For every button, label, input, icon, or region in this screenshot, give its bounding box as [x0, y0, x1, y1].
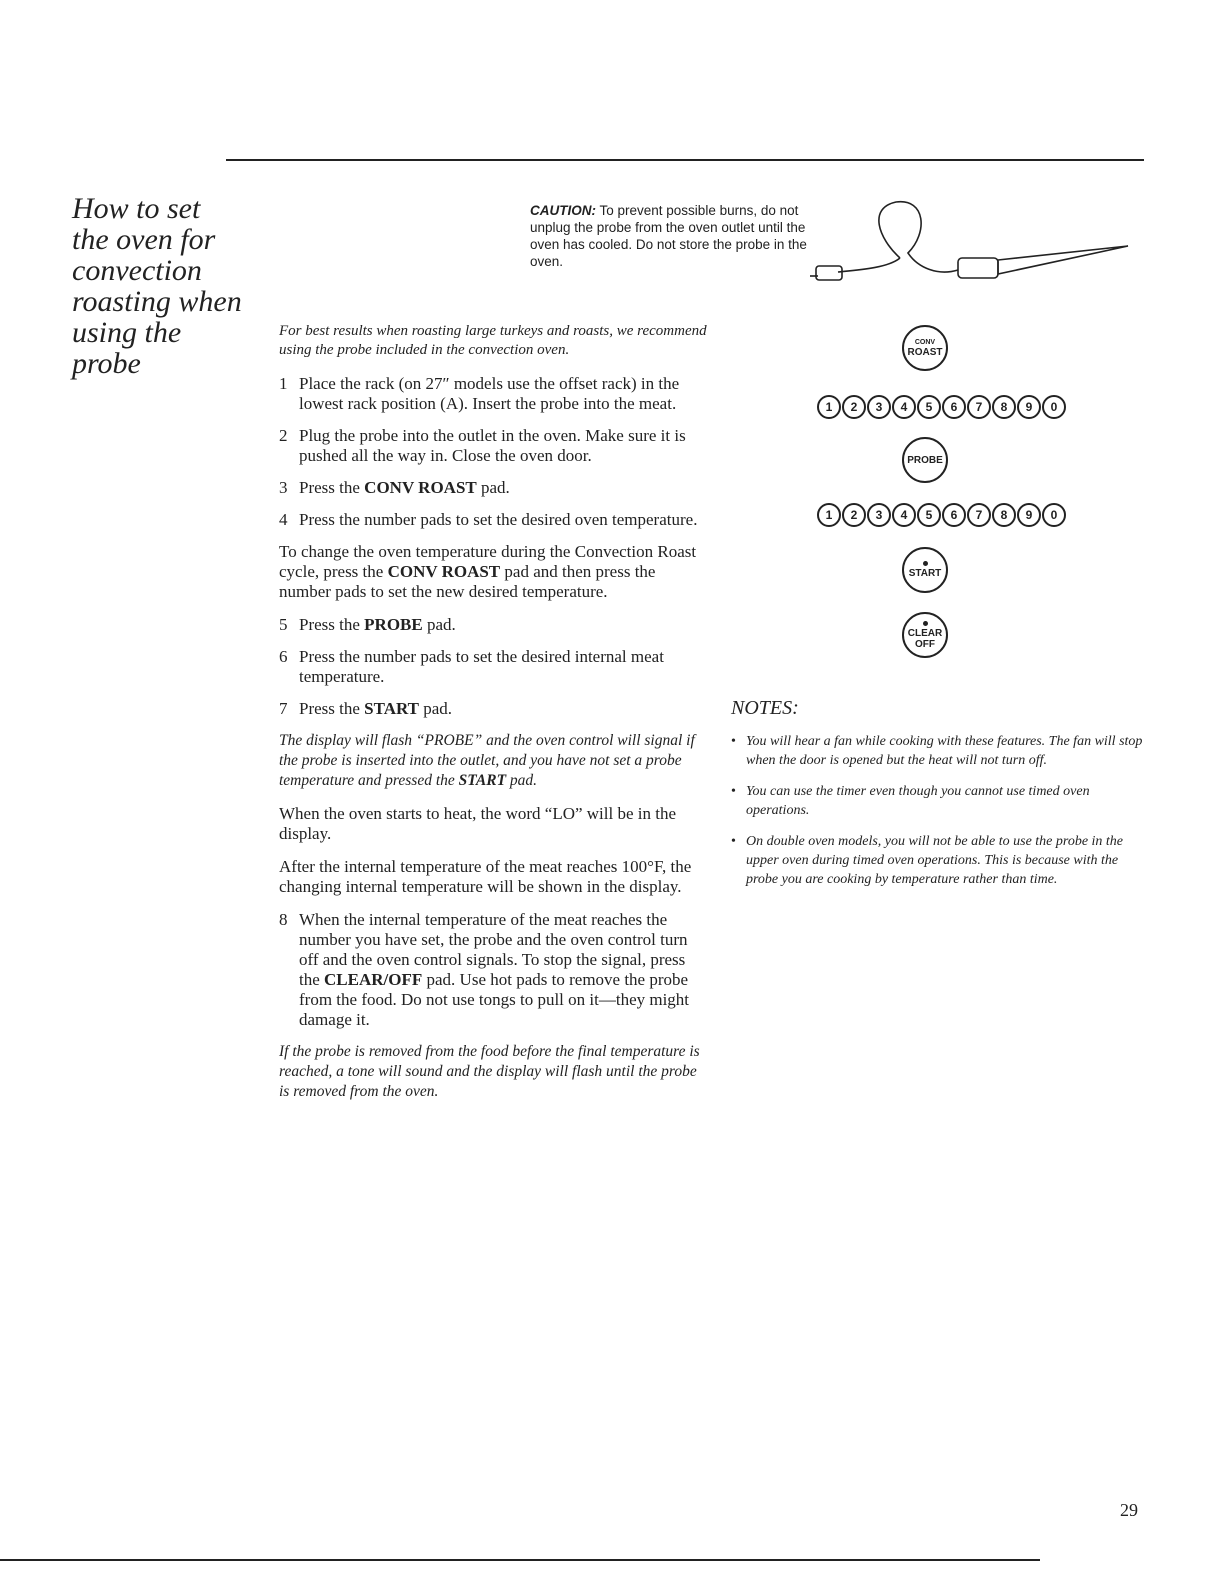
start-keyword: START: [364, 699, 419, 718]
step-number: 3: [279, 478, 288, 497]
start-pad-illus: [870, 547, 980, 593]
pad-label: CONV: [914, 338, 936, 346]
pad-label: ROAST: [907, 346, 943, 358]
final-paragraph: If the probe is removed from the food before the final temperature is reached, a tone will sound and the display will flash until the probe is removed from the oven.: [279, 1043, 700, 1100]
paragraph-text: pad.: [506, 772, 538, 789]
step-text: Plug the probe into the outlet in the oven. Make sure it is pushed all the way in. Close the oven door.: [299, 426, 686, 465]
number-pad: 5: [917, 395, 941, 419]
lo-paragraph: When the oven starts to heat, the word “LO” will be in the display.: [279, 804, 677, 843]
number-pad: 2: [842, 395, 866, 419]
pad-label: PROBE: [907, 454, 943, 466]
step-4: [279, 510, 709, 530]
step-6: [279, 647, 709, 687]
step-1: [279, 374, 709, 414]
start-pad: [902, 547, 948, 593]
step-number: 7: [279, 699, 288, 718]
clear-off-pad: [902, 612, 948, 658]
number-pad: 6: [942, 503, 966, 527]
paragraph-text: To change the oven temperature during the Convection Roast cycle, press the: [279, 542, 697, 581]
number-pad: 8: [992, 395, 1016, 419]
step-text: pad.: [419, 699, 453, 718]
pad-label: OFF: [915, 638, 935, 650]
step-text: Press the: [299, 478, 365, 497]
indicator-dot: [923, 621, 928, 626]
step-text: pad.: [422, 615, 456, 634]
step-8: [279, 910, 709, 1030]
caution-label: CAUTION:: [530, 203, 596, 218]
number-pad: 5: [917, 503, 941, 527]
step-number: 5: [279, 615, 288, 634]
step-text: pad. Use hot pads to remove the probe from the food. Do not use tongs to pull on it—they might damage it.: [299, 970, 690, 1029]
step-number: 6: [279, 647, 288, 666]
instructions: [279, 322, 709, 1115]
conv-roast-keyword: CONV ROAST: [364, 478, 477, 497]
conv-roast-pad-illus: [870, 325, 980, 371]
number-pad: 9: [1017, 395, 1041, 419]
step-text: pad.: [476, 478, 510, 497]
number-pad: 9: [1017, 503, 1041, 527]
step-text: Press the: [299, 615, 365, 634]
number-pad: 6: [942, 395, 966, 419]
step-number: 1: [279, 374, 288, 393]
pad-label: START: [908, 568, 942, 579]
probe-pad: [902, 437, 948, 483]
page-number: 29: [1120, 1500, 1138, 1520]
notes-heading: NOTES:: [731, 697, 799, 719]
caution-text: To prevent possible burns, do not unplug the probe from the oven outlet until the oven has cooled. Do not store the probe in the oven.: [530, 203, 807, 269]
step-number: 4: [279, 510, 288, 529]
note-item: • On double oven models, you will not be able to use the probe in the upper oven during timed oven operations. This is because with the probe you are cooking by temperature rather than time.: [731, 832, 1151, 889]
conv-roast-pad: [902, 325, 948, 371]
clear-off-pad-illus: [870, 612, 980, 658]
number-pad: 2: [842, 503, 866, 527]
lead-text: For best results when roasting large turkeys and roasts, we recommend using the probe included in the convection oven.: [279, 323, 707, 358]
step-5: [279, 615, 709, 635]
step-text: When the internal temperature of the meat reaches the number you have set, the probe and the oven control turn off and the oven control signals. To stop the signal, press the: [299, 910, 688, 989]
bottom-rule: [0, 1559, 1040, 1561]
flash-paragraph: [279, 731, 709, 791]
notes-list: [731, 732, 1151, 889]
start-keyword: START: [458, 772, 507, 789]
number-pad: 4: [892, 503, 916, 527]
conv-roast-keyword: CONV ROAST: [387, 562, 501, 581]
step-text: Press the: [299, 699, 365, 718]
note-item: • You can use the timer even though you cannot use timed oven operations.: [731, 782, 1151, 820]
number-pad: 7: [967, 503, 991, 527]
notes-section: [731, 697, 1151, 901]
change-temp-paragraph: [279, 542, 709, 602]
indicator-dot: [923, 561, 928, 566]
top-rule: [226, 159, 1144, 161]
pad-label: CLEAR: [907, 627, 943, 639]
step-3: [279, 478, 709, 498]
number-pad: 3: [867, 503, 891, 527]
number-pad: 7: [967, 395, 991, 419]
paragraph-text: pad and then press the number pads to set the new desired temperature.: [279, 562, 656, 601]
paragraph-text: The display will flash “PROBE” and the oven control will signal if the probe is inserted into the outlet, and you have not set a probe temperature and pressed the: [279, 732, 695, 789]
note-item: • You will hear a fan while cooking with these features. The fan will stop when the door is opened but the heat will not turn off.: [731, 732, 1151, 770]
step-2: [279, 426, 709, 466]
caution-note: [530, 202, 820, 270]
probe-keyword: PROBE: [364, 615, 423, 634]
step-7: [279, 699, 709, 719]
probe-illustration: [808, 198, 1138, 298]
number-pad: 1: [817, 503, 841, 527]
number-pad: 0: [1042, 395, 1066, 419]
section-title: How to set the oven for convection roasting when using the probe: [72, 192, 242, 380]
step-number: 8: [279, 910, 288, 929]
number-pad-row-2: [817, 503, 1077, 527]
number-pad: 1: [817, 395, 841, 419]
number-pad: 3: [867, 395, 891, 419]
number-pad: 0: [1042, 503, 1066, 527]
step-text: Place the rack (on 27″ models use the offset rack) in the lowest rack position (A). Insert the probe into the meat.: [299, 374, 680, 413]
temperature-paragraph: After the internal temperature of the meat reaches 100°F, the changing internal temperature will be shown in the display.: [279, 857, 692, 896]
number-pad-row-1: [817, 395, 1077, 419]
probe-pad-illus: [870, 437, 980, 483]
step-number: 2: [279, 426, 288, 445]
number-pad: 4: [892, 395, 916, 419]
step-text: Press the number pads to set the desired oven temperature.: [299, 510, 698, 529]
number-pad: 8: [992, 503, 1016, 527]
clear-off-keyword: CLEAR/OFF: [324, 970, 423, 989]
step-text: Press the number pads to set the desired internal meat temperature.: [299, 647, 664, 686]
